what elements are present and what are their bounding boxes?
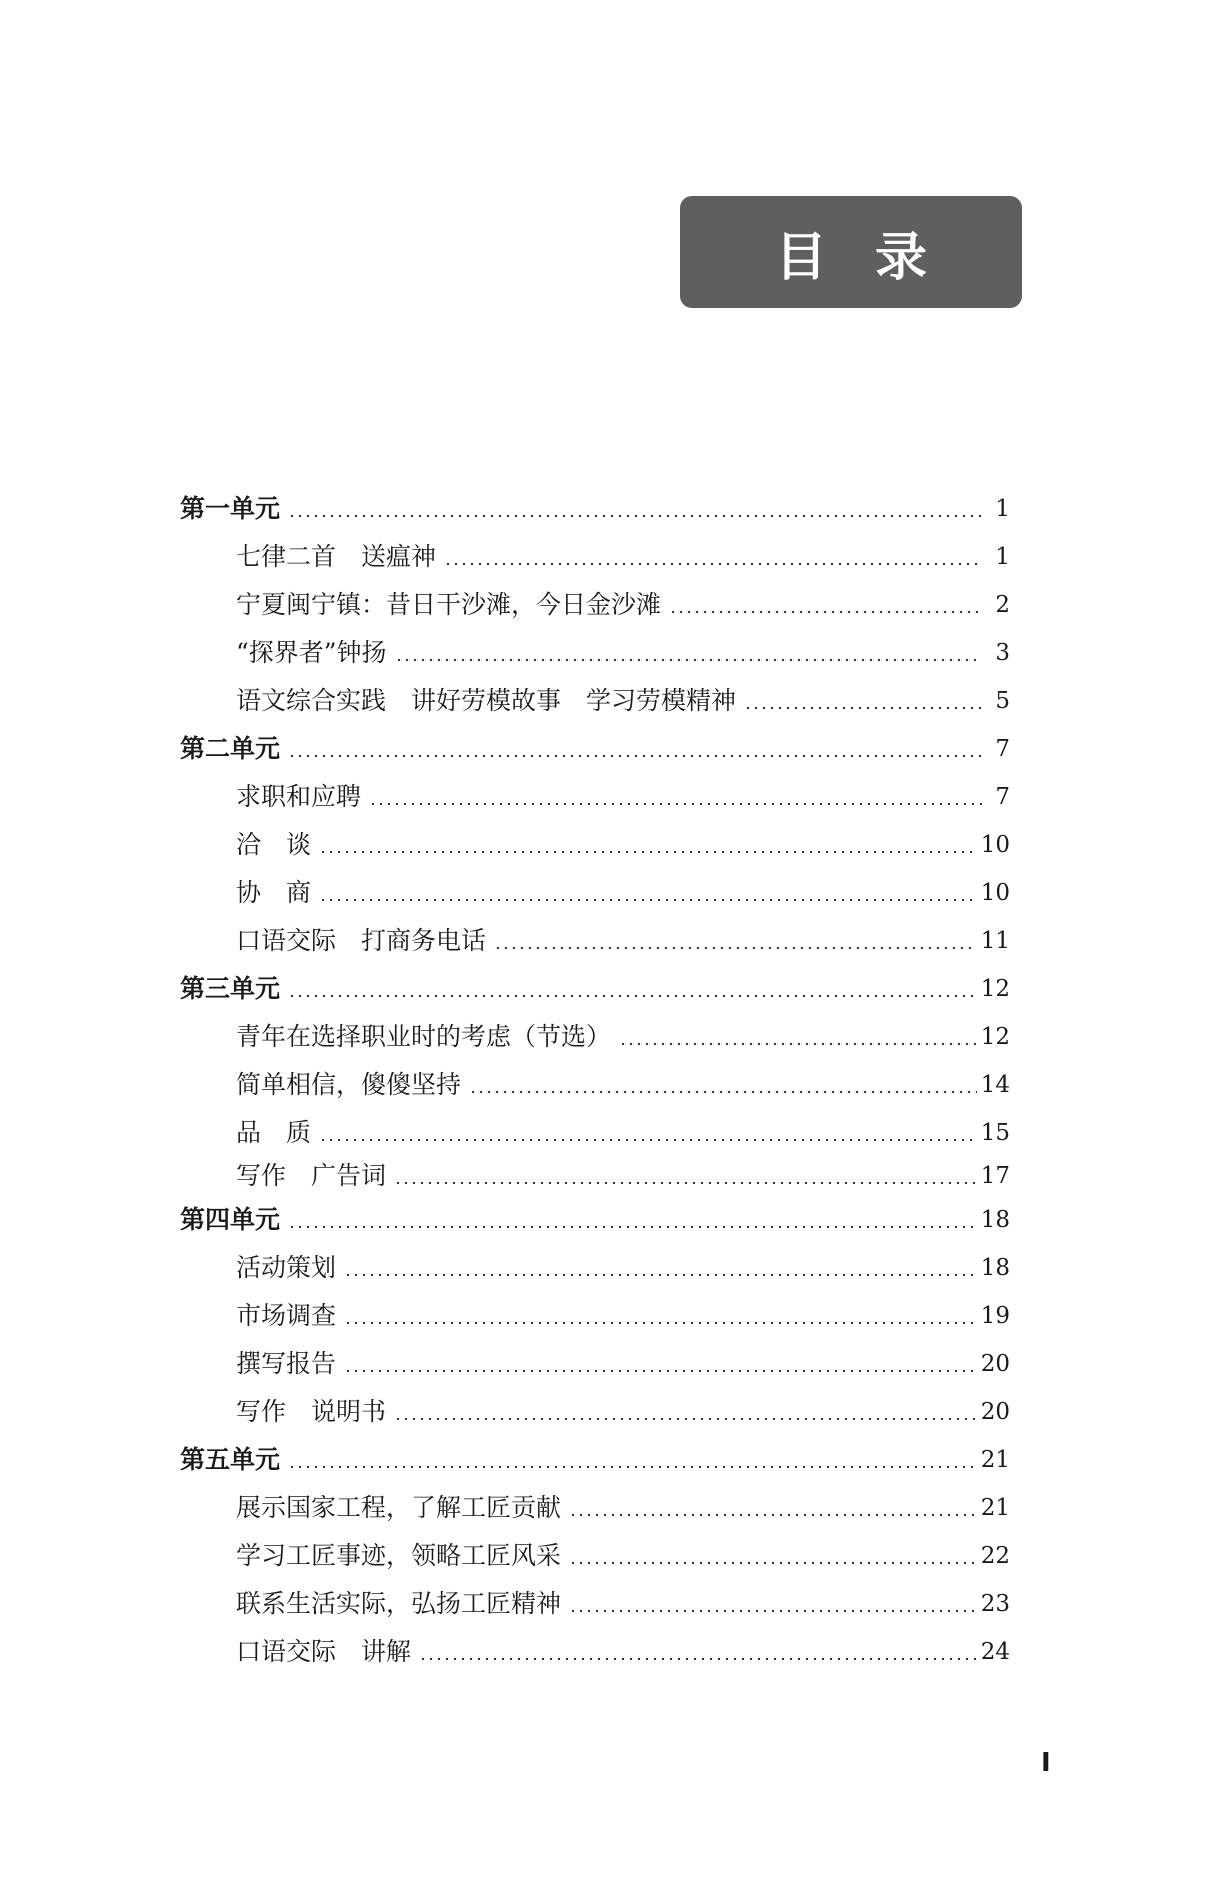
dot-leader	[288, 1439, 977, 1469]
dot-leader	[319, 1112, 977, 1142]
toc-entry-label: 青年在选择职业时的考虑（节选）	[236, 1022, 612, 1051]
toc-page-number: 22	[980, 1543, 1010, 1569]
toc-entry-row	[180, 1287, 1010, 1331]
toc-page-number: 23	[980, 1591, 1010, 1617]
dot-leader	[319, 872, 977, 902]
toc-entry-label: 写作 广告词	[236, 1161, 387, 1190]
page-folio: I	[1041, 1748, 1051, 1778]
toc-entry-row	[180, 816, 1010, 860]
toc-entry-row	[180, 912, 1010, 956]
toc-entry-label: 市场调查	[236, 1301, 337, 1330]
toc-page-number: 20	[980, 1351, 1010, 1377]
toc-page-number: 21	[980, 1447, 1010, 1473]
dot-leader	[419, 1631, 977, 1661]
toc-entry-row	[180, 768, 1010, 812]
toc-entry-row	[180, 528, 1010, 572]
toc-page-number: 3	[995, 640, 1010, 666]
toc-page-number: 19	[980, 1303, 1010, 1329]
toc-entry-row	[180, 1623, 1010, 1667]
toc-entry-label: 品 质	[236, 1118, 312, 1147]
toc-page-number: 18	[980, 1207, 1010, 1233]
toc-entry-row	[180, 1147, 1010, 1191]
toc-title-banner	[680, 196, 1022, 308]
toc-entry-row	[180, 1527, 1010, 1571]
toc-entry-label: 简单相信，傻傻坚持	[236, 1070, 462, 1099]
toc-unit-label: 第四单元	[180, 1205, 281, 1234]
toc-entry-row	[180, 1383, 1010, 1427]
dot-leader	[344, 1247, 977, 1277]
toc-entry-row	[180, 1479, 1010, 1523]
toc-entry-row	[180, 576, 1010, 620]
toc-page-number: 24	[980, 1639, 1010, 1665]
toc-page-number: 14	[980, 1072, 1010, 1098]
dot-leader	[344, 1295, 977, 1325]
dot-leader	[494, 920, 977, 950]
toc-page-number: 7	[995, 736, 1010, 762]
dot-leader	[569, 1583, 977, 1613]
dot-leader	[344, 1343, 977, 1373]
toc-page-number: 15	[980, 1120, 1010, 1146]
toc-page-number: 10	[980, 832, 1010, 858]
toc-entry-label: 口语交际 讲解	[236, 1637, 412, 1666]
dot-leader	[569, 1487, 977, 1517]
page-title: 目录	[774, 227, 975, 288]
toc-unit-label: 第一单元	[180, 494, 281, 523]
toc-entry-label: 语文综合实践 讲好劳模故事 学习劳模精神	[236, 686, 737, 715]
dot-leader	[395, 632, 982, 662]
toc-entry-label: 撰写报告	[236, 1349, 337, 1378]
toc-page-number: 1	[995, 544, 1010, 570]
toc-page-number: 10	[980, 880, 1010, 906]
dot-leader	[288, 1199, 977, 1229]
toc-entry-label: 联系生活实际，弘扬工匠精神	[236, 1589, 562, 1618]
toc-page-number: 17	[980, 1163, 1010, 1189]
toc-unit-row	[180, 960, 1010, 1004]
dot-leader	[569, 1535, 977, 1565]
toc-page-number: 18	[980, 1255, 1010, 1281]
toc-page-number: 20	[980, 1399, 1010, 1425]
toc-unit-row	[180, 480, 1010, 524]
dot-leader	[469, 1064, 977, 1094]
toc-unit-row	[180, 1191, 1010, 1235]
toc-entry-row	[180, 864, 1010, 908]
dot-leader	[619, 1016, 977, 1046]
dot-leader	[288, 728, 982, 758]
toc-entry-label: 口语交际 打商务电话	[236, 926, 487, 955]
toc-page-number: 12	[980, 976, 1010, 1002]
toc-page-number: 2	[995, 592, 1010, 618]
toc-unit-row	[180, 1431, 1010, 1475]
dot-leader	[288, 968, 977, 998]
toc-entry-label: 宁夏闽宁镇：昔日干沙滩，今日金沙滩	[236, 590, 662, 619]
toc-entry-label: 学习工匠事迹，领略工匠风采	[236, 1541, 562, 1570]
toc-unit-label: 第五单元	[180, 1445, 281, 1474]
dot-leader	[744, 680, 982, 710]
dot-leader	[394, 1391, 977, 1421]
toc-entry-label: 七律二首 送瘟神	[236, 542, 437, 571]
toc-page-number: 11	[980, 928, 1010, 954]
toc-entry-label: 写作 说明书	[236, 1397, 387, 1426]
toc-entry-label: 展示国家工程，了解工匠贡献	[236, 1493, 562, 1522]
toc-entry-row	[180, 1056, 1010, 1100]
toc-entry-label: 洽 谈	[236, 830, 312, 859]
toc-entry-row	[180, 1575, 1010, 1619]
dot-leader	[669, 584, 982, 614]
toc-entry-row	[180, 1335, 1010, 1379]
toc-page-number: 12	[980, 1024, 1010, 1050]
toc-page-number: 1	[995, 496, 1010, 522]
dot-leader	[288, 488, 982, 518]
toc-entry-row	[180, 672, 1010, 716]
toc-unit-label: 第二单元	[180, 734, 281, 763]
toc-entry-label: 协 商	[236, 878, 312, 907]
toc-entry-label: “探界者”钟扬	[236, 638, 387, 667]
toc-entry-row	[180, 1104, 1010, 1148]
toc-unit-row	[180, 720, 1010, 764]
dot-leader	[369, 776, 982, 806]
dot-leader	[319, 824, 977, 854]
toc-page-number: 21	[980, 1495, 1010, 1521]
dot-leader	[444, 536, 982, 566]
toc-page-number: 7	[995, 784, 1010, 810]
toc-unit-label: 第三单元	[180, 974, 281, 1003]
toc-entry-label: 求职和应聘	[236, 782, 362, 811]
toc-entry-row	[180, 1239, 1010, 1283]
toc-entry-label: 活动策划	[236, 1253, 337, 1282]
toc-page-number: 5	[995, 688, 1010, 714]
toc-entry-row	[180, 624, 1010, 668]
toc-entry-row	[180, 1008, 1010, 1052]
dot-leader	[394, 1155, 977, 1185]
